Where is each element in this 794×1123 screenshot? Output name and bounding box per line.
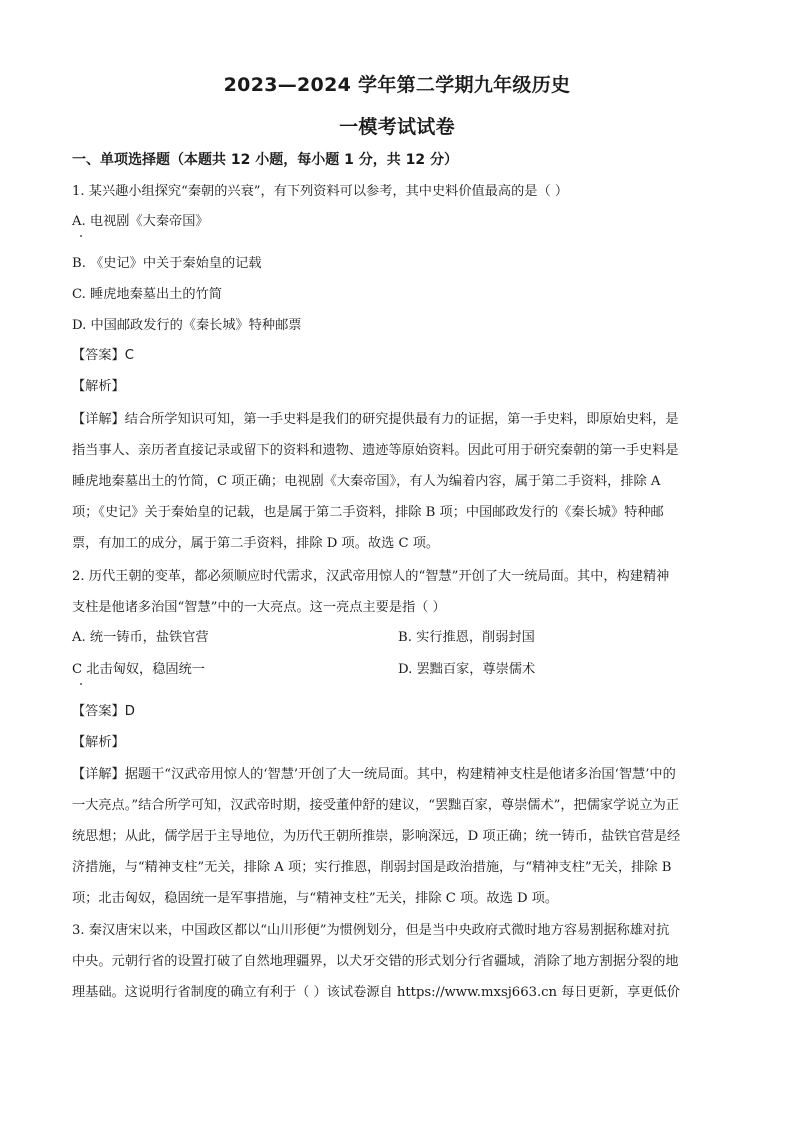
q2-answer: 【答案】D [72, 704, 135, 719]
q2-analysis-label: 【解析】 [72, 735, 125, 750]
q3-stem: 中央。元朝行省的设置打破了自然地理疆界，以犬牙交错的形式划分行省疆域，消除了地方割据分裂的地 [72, 954, 679, 969]
q2-detail-line: 【详解】据题干“汉武帝用惊人的‘智慧’开创了大一统局面。其中，构建精神支柱是他诸多治国‘智慧’中的 [72, 767, 676, 782]
q1-stem: 1. 某兴趣小组探究“秦朝的兴衰”，有下列资料可以参考，其中史料价值最高的是（ ） [72, 184, 569, 199]
q1-option-b: B. 《史记》中关于秦始皇的记载 [72, 256, 262, 271]
q3-stem: 理基础。这说明行省制度的确立有利于（ ）该试卷源自 https://www.mxsj663.cn 每日更新，享更低价 [72, 985, 680, 1000]
q1-detail-line: 睡虎地秦墓出土的竹简，C 项正确；电视剧《大秦帝国》，有人为编着内容，属于第二手资料，排除 A [72, 474, 661, 489]
exam-title: 2023—2024 学年第二学期九年级历史 [223, 74, 571, 96]
q2-option-d: D. 罢黜百家，尊崇儒术 [398, 662, 536, 677]
q2-detail-line: 统思想；从此，儒学居于主导地位，为历代王朝所推崇，影响深远，D 项正确；统一铸币，盐铁官营是经 [72, 829, 681, 844]
q1-detail-line: 指当事人、亲历者直接记录或留下的资料和遗物、遗迹等原始资料。因此可用于研究秦朝的第一手史料是 [72, 443, 679, 458]
q2-option-c: C 北击匈奴，稳固统一 [72, 662, 205, 677]
artifact-dot [80, 235, 82, 237]
q3-stem: 3. 秦汉唐宋以来，中国政区都以“山川形便”为惯例划分，但是当中央政府式微时地方容易割据称雄对抗 [72, 923, 670, 938]
q1-answer: 【答案】C [72, 348, 134, 363]
q2-option-b: B. 实行推恩，削弱封国 [398, 630, 535, 645]
q1-detail-line: 票，有加工的成分，属于第二手资料，排除 D 项。故选 C 项。 [72, 536, 440, 551]
q2-detail-line: 一大亮点。”结合所学可知，汉武帝时期，接受董仲舒的建议，“罢黜百家，尊崇儒术”，把儒家学说立为正 [72, 798, 680, 813]
exam-subtitle: 一模考试试卷 [339, 116, 455, 138]
q1-option-d: D. 中国邮政发行的《秦长城》特种邮票 [72, 318, 302, 333]
q1-detail-line: 项；《史记》关于秦始皇的记载，也是属于第二手资料，排除 B 项；中国邮政发行的《秦长城》特种邮 [72, 505, 664, 520]
q2-stem: 2. 历代王朝的变革，都必须顺应时代需求，汉武帝用惊人的“智慧”开创了大一统局面。其中，构建精神 [72, 569, 670, 584]
q2-stem: 支柱是他诸多治国“智慧”中的一大亮点。这一亮点主要是指（ ） [72, 600, 446, 615]
q2-option-a: A. 统一铸币，盐铁官营 [72, 630, 209, 645]
q1-detail-line: 【详解】结合所学知识可知，第一手史料是我们的研究提供最有力的证据，第一手史料，即原始史料，是 [72, 412, 679, 427]
q1-option-a: A. 电视剧《大秦帝国》 [72, 214, 209, 229]
q2-detail-line: 项；北击匈奴，稳固统一是军事措施，与“精神支柱”无关，排除 C 项。故选 D 项。 [72, 891, 559, 906]
artifact-dot [80, 683, 82, 685]
q1-analysis-label: 【解析】 [72, 379, 125, 394]
section-heading: 一、单项选择题（本题共 12 小题，每小题 1 分，共 12 分） [72, 152, 458, 168]
q2-detail-line: 济措施，与“精神支柱”无关，排除 A 项；实行推恩，削弱封国是政治措施，与“精神支柱”无关，排除 B [72, 860, 672, 875]
q1-option-c: C. 睡虎地秦墓出土的竹简 [72, 287, 222, 302]
